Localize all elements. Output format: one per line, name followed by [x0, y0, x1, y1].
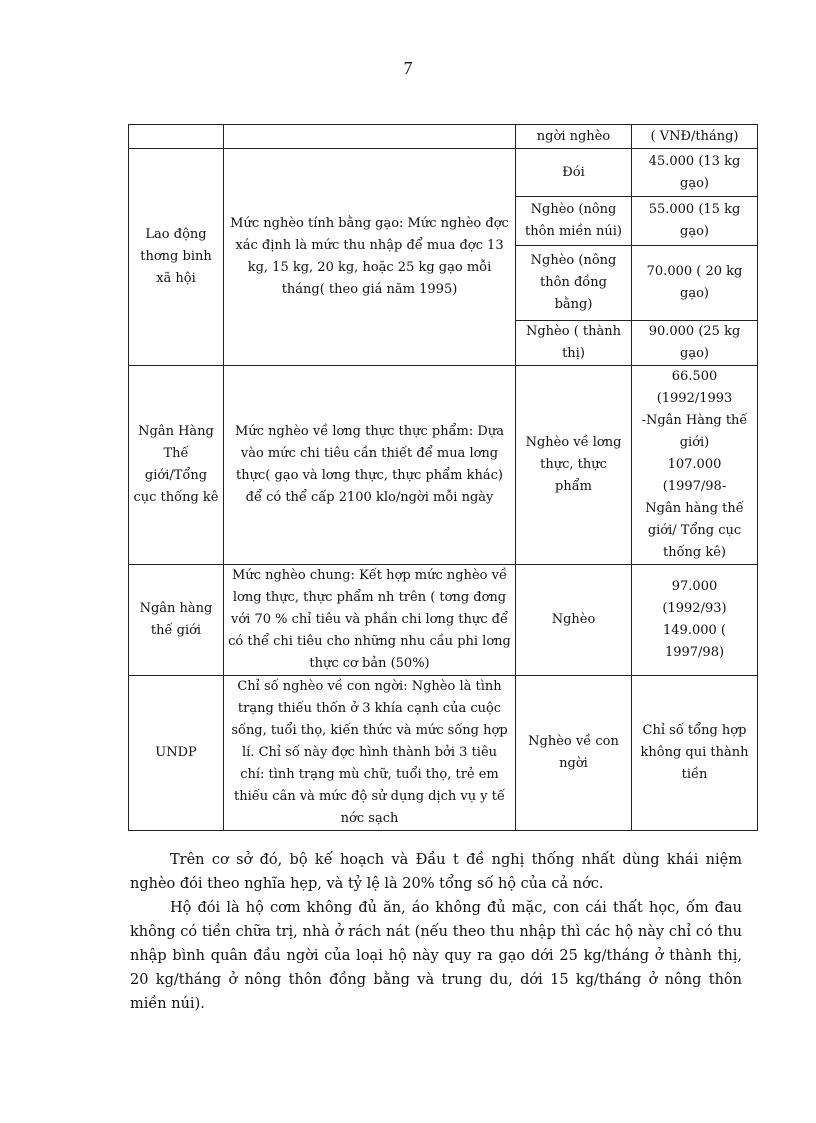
- value-line: (1992/93): [662, 601, 727, 616]
- org-cell-world-bank-gso: Ngân Hàng Thế giới/Tổng cục thống kê: [129, 366, 224, 565]
- poverty-type-cell: Đói: [516, 149, 632, 197]
- value-line: 66.500: [671, 369, 718, 384]
- value-line: 107.000: [667, 457, 722, 472]
- threshold-value-cell: 70.000 ( 20 kg gạo): [632, 246, 758, 321]
- description-cell: Chỉ số nghèo về con ngời: Nghèo là tình trạng thiếu thốn ở 3 khía cạnh của cuộc sống, tuổi thọ, kiến thức và mức sống hợp lí. Chỉ số này đợc hình thành bởi 3 tiêu chí: tình trạng mù chữ, tuổi thọ, trẻ em thiếu cân và mức độ sử dụng dịch vụ y tế nớc sạch: [224, 676, 516, 831]
- description-cell: Mức nghèo tính bằng gạo: Mức nghèo đợc xác định là mức thu nhập để mua đợc 13 kg, 15 kg, 20 kg, hoặc 25 kg gạo mỗi tháng( theo giá năm 1995): [224, 149, 516, 366]
- table-row: [129, 565, 758, 676]
- poverty-threshold-table: [128, 124, 758, 831]
- description-cell: Mức nghèo về lơng thực thực phẩm: Dựa vào mức chi tiêu cần thiết để mua lơng thực( gạo và lơng thực, thực phẩm khác) để có thể cấp 2100 klo/ngời mỗi ngày: [224, 366, 516, 565]
- threshold-value-cell: 55.000 (15 kg gạo): [632, 197, 758, 246]
- org-cell-labour-ministry: [129, 149, 224, 366]
- header-cell-currency: ( VNĐ/tháng): [632, 125, 758, 149]
- header-cell-2: [224, 125, 516, 149]
- header-cell-1: [129, 125, 224, 149]
- poverty-type-cell: Nghèo: [516, 565, 632, 676]
- value-line: 97.000: [671, 579, 718, 594]
- org-line: Lao động: [145, 227, 207, 242]
- poverty-type-cell: Nghèo (nông thôn miền núi): [516, 197, 632, 246]
- org-line: thơng binh: [140, 249, 212, 264]
- threshold-value-cell: Chỉ số tổng hợp không qui thành tiền: [632, 676, 758, 831]
- description-cell: Mức nghèo chung: Kết hợp mức nghèo về lơng thực, thực phẩm nh trên ( tơng đơng với 70 % chỉ tiêu và phần chi lơng thực để có thể chi tiêu cho những nhu cầu phi lơng thực cơ bản (50%): [224, 565, 516, 676]
- value-line: Ngân hàng thế giới/ Tổng cục thống kê): [645, 501, 744, 560]
- paragraph: Trên cơ sở đó, bộ kế hoạch và Đầu t đề nghị thống nhất dùng khái niệm nghèo đói theo nghĩa hẹp, và tỷ lệ là 20% tổng số hộ của cả nớc.: [130, 852, 742, 892]
- threshold-value-cell: [632, 366, 758, 565]
- poverty-type-cell: Nghèo (nông thôn đồng bằng): [516, 246, 632, 321]
- value-line: 1997/98): [664, 645, 725, 660]
- table-row: [129, 366, 758, 565]
- threshold-value-cell: 45.000 (13 kg gạo): [632, 149, 758, 197]
- poverty-type-cell: Nghèo về lơng thực, thực phẩm: [516, 366, 632, 565]
- body-text: [130, 848, 742, 1016]
- header-cell-poor-people: ngời nghèo: [516, 125, 632, 149]
- paragraph: Hộ đói là hộ cơm không đủ ăn, áo không đủ mặc, con cái thất học, ốm đau không có tiền chữa trị, nhà ở rách nát (nếu theo thu nhập thì các hộ này chỉ có thu nhập bình quân đầu ngời của loại hộ này quy ra gạo dới 25 kg/tháng ở thành thị, 20 kg/tháng ở nông thôn đồng bằng và trung du, dới 15 kg/tháng ở nông thôn miền núi).: [130, 900, 742, 1012]
- value-line: (1997/98-: [662, 479, 727, 494]
- threshold-value-cell: 90.000 (25 kg gạo): [632, 321, 758, 366]
- value-line: 149.000 (: [663, 623, 726, 638]
- table-header-row: [129, 125, 758, 149]
- table-row: [129, 149, 758, 197]
- table-row: [129, 676, 758, 831]
- poverty-type-cell: Nghèo ( thành thị): [516, 321, 632, 366]
- org-line: xã hội: [156, 271, 196, 286]
- org-cell-world-bank: Ngân hàng thế giới: [129, 565, 224, 676]
- poverty-type-cell: Nghèo về con ngời: [516, 676, 632, 831]
- value-line: -Ngân Hàng thế giới): [641, 413, 748, 450]
- value-line: (1992/1993: [656, 391, 733, 406]
- org-cell-undp: UNDP: [129, 676, 224, 831]
- threshold-value-cell: [632, 565, 758, 676]
- page-number: 7: [403, 58, 413, 78]
